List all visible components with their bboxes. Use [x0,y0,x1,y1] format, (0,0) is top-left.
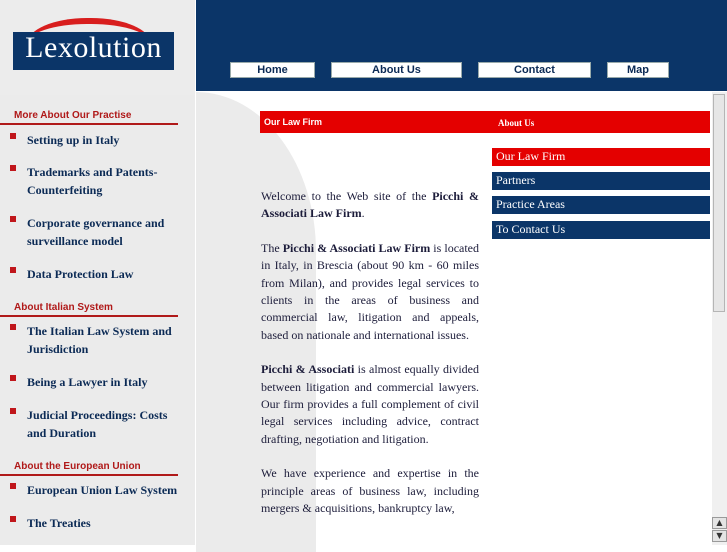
section-header-bar [260,111,710,133]
divider [0,315,178,317]
sidebar-section-title: About Italian System [14,302,113,313]
divider [0,123,178,125]
scroll-down-icon[interactable]: ▼ [712,530,727,542]
logo-text: Lexolution [25,31,162,64]
sidebar-item[interactable]: European Union Law System [10,481,188,499]
sidebar-section-title: More About Our Practise [14,110,132,121]
bullet-icon [10,516,16,522]
sidebar-item[interactable]: Judicial Proceedings: Costs and Duration [10,406,188,442]
nav-about-button[interactable]: About Us [331,62,462,78]
scrollbar-thumb[interactable] [713,94,725,312]
scrollbar[interactable] [712,92,727,545]
sidebar-item[interactable]: The Treaties [10,514,188,532]
sidebar-section-title: About the European Union [14,461,141,472]
bullet-icon [10,408,16,414]
bullet-icon [10,133,16,139]
divider [0,474,178,476]
sidebar-item[interactable]: Setting up in Italy [10,131,188,149]
sidebar-item[interactable]: Data Protection Law [10,265,188,283]
paragraph: Welcome to the Web site of the Picchi & Associati Law Firm. [261,189,479,221]
nav-map-button[interactable]: Map [607,62,669,78]
sidebar-item[interactable]: The Italian Law System and Jurisdiction [10,322,188,358]
sidebar-item[interactable]: Being a Lawyer in Italy [10,373,188,391]
page-title: Our Law Firm [264,117,323,127]
scroll-up-icon[interactable]: ▲ [712,517,727,529]
bullet-icon [10,324,16,330]
bullet-icon [10,165,16,171]
logo[interactable] [0,0,195,95]
paragraph: Picchi & Associati is almost equally divided between litigation and commercial lawyers. Our firm provides a full complement of civil legal services including advice, contract drafting, negotiation and litigation. [261,362,479,446]
main-content [261,188,479,535]
bullet-icon [10,267,16,273]
bullet-icon [10,375,16,381]
submenu-item-our-law-firm[interactable]: Our Law Firm [492,148,710,166]
submenu-item-contact[interactable]: To Contact Us [492,221,710,239]
sidebar-item[interactable]: Corporate governance and surveillance model [10,214,188,250]
submenu-item-practice-areas[interactable]: Practice Areas [492,196,710,214]
submenu-item-partners[interactable]: Partners [492,172,710,190]
paragraph: The Picchi & Associati Law Firm is located in Italy, in Brescia (about 90 km - 60 miles from Milan), and provides legal services to clients in the areas of business and commercial law, litigation and appeals, based on nationale and international issues. [261,240,480,342]
bullet-icon [10,483,16,489]
sidebar-item[interactable]: Trademarks and Patents-Counterfeiting [10,163,188,199]
paragraph: We have experience and expertise in the principle areas of business law, including mergers & acquisitions, bankruptcy law, [261,466,479,516]
nav-home-button[interactable]: Home [230,62,315,78]
bullet-icon [10,216,16,222]
nav-contact-button[interactable]: Contact [478,62,591,78]
submenu-title: About Us [498,118,535,128]
